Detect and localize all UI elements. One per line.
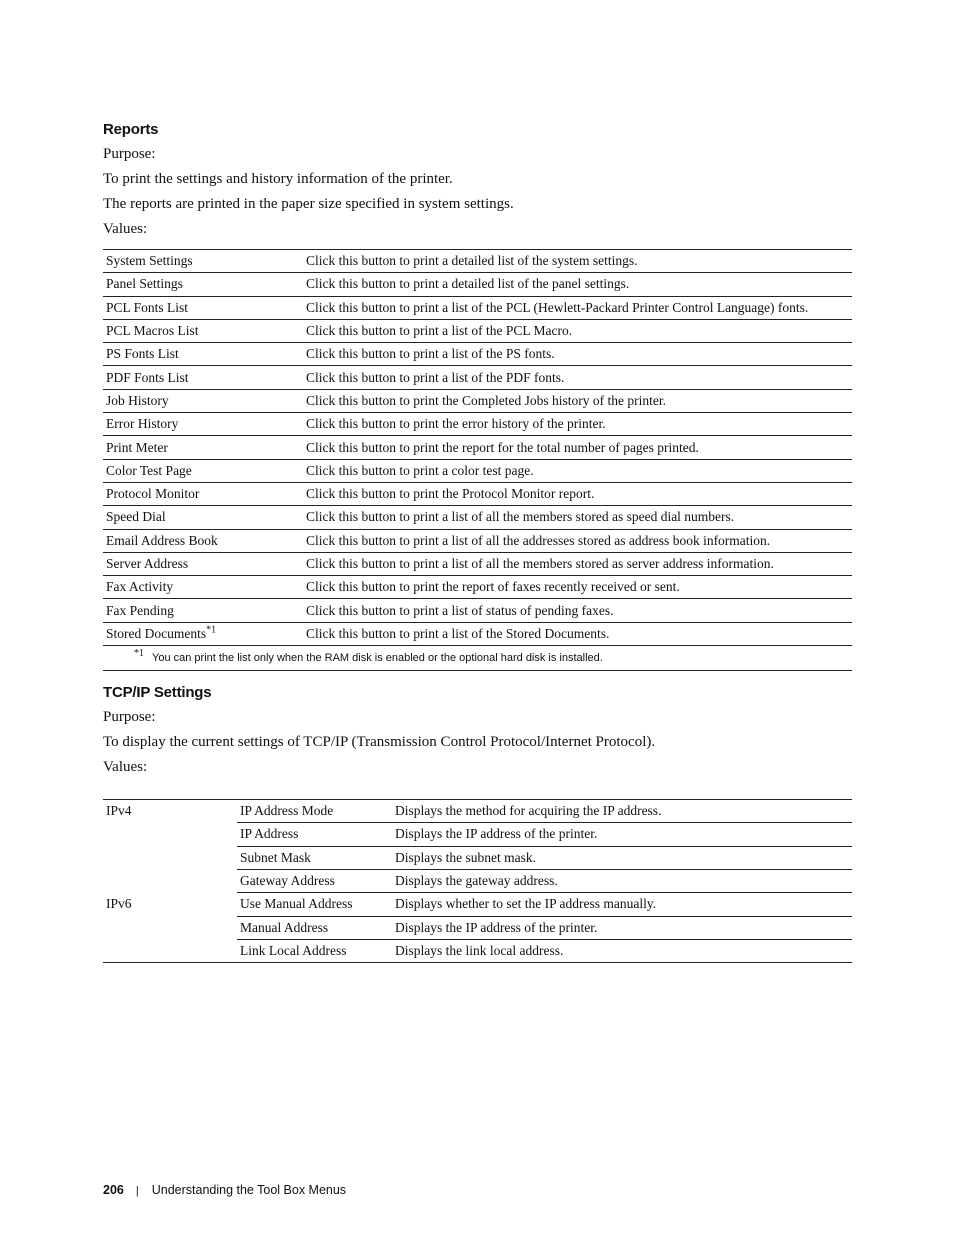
tcpip-item-name: Manual Address bbox=[237, 916, 392, 939]
reports-table bbox=[103, 249, 852, 671]
report-name: Server Address bbox=[103, 552, 303, 575]
table-row bbox=[103, 319, 852, 342]
reports-purpose-line: To print the settings and history information of the printer. bbox=[103, 171, 453, 187]
tcpip-item-description: Displays the method for acquiring the IP address. bbox=[392, 800, 852, 823]
tcpip-item-name: Subnet Mask bbox=[237, 846, 392, 869]
tcpip-purpose-label: Purpose: bbox=[103, 709, 156, 726]
report-name: Fax Activity bbox=[103, 576, 303, 599]
report-name: Protocol Monitor bbox=[103, 482, 303, 505]
reports-purpose-label: Purpose: bbox=[103, 146, 156, 162]
report-description: Click this button to print a list of all the members stored as speed dial numbers. bbox=[303, 506, 852, 529]
tcpip-item-description: Displays the IP address of the printer. bbox=[392, 823, 852, 846]
report-description: Click this button to print a list of all the addresses stored as address book information. bbox=[303, 529, 852, 552]
tcpip-item-name: Use Manual Address bbox=[237, 893, 392, 916]
report-name: System Settings bbox=[103, 250, 303, 273]
tcpip-values-label: Values: bbox=[103, 759, 148, 776]
table-row bbox=[103, 622, 852, 645]
report-name: Fax Pending bbox=[103, 599, 303, 622]
tcpip-item-name: IP Address Mode bbox=[237, 800, 392, 823]
report-name: PS Fonts List bbox=[103, 343, 303, 366]
report-name: Print Meter bbox=[103, 436, 303, 459]
chapter-title: Understanding the Tool Box Menus bbox=[151, 1183, 347, 1197]
table-row bbox=[103, 366, 852, 389]
report-description: Click this button to print a list of status of pending faxes. bbox=[303, 599, 852, 622]
page-number: 206 bbox=[103, 1183, 124, 1197]
tcpip-item-description: Displays the IP address of the printer. bbox=[392, 916, 852, 939]
table-row bbox=[103, 800, 852, 823]
report-name: Color Test Page bbox=[103, 459, 303, 482]
table-row bbox=[103, 599, 852, 622]
tcpip-item-description: Displays the subnet mask. bbox=[392, 846, 852, 869]
footnote-reference: *1 bbox=[206, 624, 217, 636]
tcpip-item-description: Displays the gateway address. bbox=[392, 869, 852, 892]
report-name-cell bbox=[103, 622, 303, 645]
table-row bbox=[103, 459, 852, 482]
report-description: Click this button to print a list of the PS fonts. bbox=[303, 343, 852, 366]
tcpip-group-name: IPv4 bbox=[106, 803, 132, 819]
report-name: PDF Fonts List bbox=[103, 366, 303, 389]
tcpip-item-name: IP Address bbox=[237, 823, 392, 846]
tcpip-item-description: Displays the link local address. bbox=[395, 942, 564, 958]
table-row bbox=[103, 893, 852, 916]
report-description: Click this button to print the Completed Jobs history of the printer. bbox=[303, 389, 852, 412]
report-name: Panel Settings bbox=[103, 273, 303, 296]
table-row bbox=[103, 506, 852, 529]
report-description: Click this button to print a list of the Stored Documents. bbox=[303, 622, 852, 645]
table-row bbox=[103, 552, 852, 575]
table-row bbox=[103, 482, 852, 505]
tcpip-group-name: IPv6 bbox=[106, 895, 132, 911]
report-name: PCL Fonts List bbox=[103, 296, 303, 319]
footnote-mark: *1 bbox=[134, 647, 144, 659]
report-description: Click this button to print a detailed list of the panel settings. bbox=[303, 273, 852, 296]
report-description: Click this button to print the report of faxes recently received or sent. bbox=[303, 576, 852, 599]
report-description: Click this button to print a list of the PCL Macro. bbox=[303, 319, 852, 342]
report-description: Click this button to print a color test page. bbox=[303, 459, 852, 482]
report-description: Click this button to print the report for the total number of pages printed. bbox=[303, 436, 852, 459]
tcpip-heading: TCP/IP Settings bbox=[103, 684, 212, 702]
report-name: Error History bbox=[103, 413, 303, 436]
report-description: Click this button to print a list of the PCL (Hewlett-Packard Printer Control Language) fonts. bbox=[303, 296, 852, 319]
report-description: Click this button to print a list of all the members stored as server address information. bbox=[303, 552, 852, 575]
table-row bbox=[103, 576, 852, 599]
page-footer bbox=[103, 1180, 346, 1200]
reports-heading: Reports bbox=[103, 121, 159, 138]
page-content bbox=[103, 118, 852, 963]
footnote-text: You can print the list only when the RAM disk is enabled or the optional hard disk is installed. bbox=[152, 651, 603, 664]
table-row bbox=[103, 529, 852, 552]
reports-purpose-line: The reports are printed in the paper size specified in system settings. bbox=[103, 196, 514, 212]
report-name: PCL Macros List bbox=[103, 319, 303, 342]
tcpip-table bbox=[103, 799, 852, 963]
table-row bbox=[103, 250, 852, 273]
footnote-row bbox=[103, 646, 852, 671]
tcpip-item-description: Displays whether to set the IP address manually. bbox=[392, 893, 852, 916]
report-description: Click this button to print a detailed list of the system settings. bbox=[303, 250, 852, 273]
tcpip-item-name: Gateway Address bbox=[237, 869, 392, 892]
tcpip-purpose-line: To display the current settings of TCP/IP (Transmission Control Protocol/Internet Protocol). bbox=[103, 734, 656, 751]
reports-values-label: Values: bbox=[103, 221, 148, 237]
tcpip-item-name: Link Local Address bbox=[240, 942, 347, 958]
report-description: Click this button to print the Protocol Monitor report. bbox=[303, 482, 852, 505]
report-name: Job History bbox=[103, 389, 303, 412]
table-row bbox=[103, 343, 852, 366]
report-name: Email Address Book bbox=[103, 529, 303, 552]
table-row bbox=[103, 296, 852, 319]
footer-separator: | bbox=[135, 1185, 139, 1197]
table-row bbox=[103, 413, 852, 436]
report-name: Speed Dial bbox=[103, 506, 303, 529]
table-row bbox=[103, 389, 852, 412]
report-description: Click this button to print a list of the PDF fonts. bbox=[303, 366, 852, 389]
footnote bbox=[103, 646, 852, 671]
report-name: Stored Documents bbox=[106, 625, 207, 641]
table-row bbox=[103, 436, 852, 459]
table-row bbox=[103, 273, 852, 296]
report-description: Click this button to print the error history of the printer. bbox=[303, 413, 852, 436]
